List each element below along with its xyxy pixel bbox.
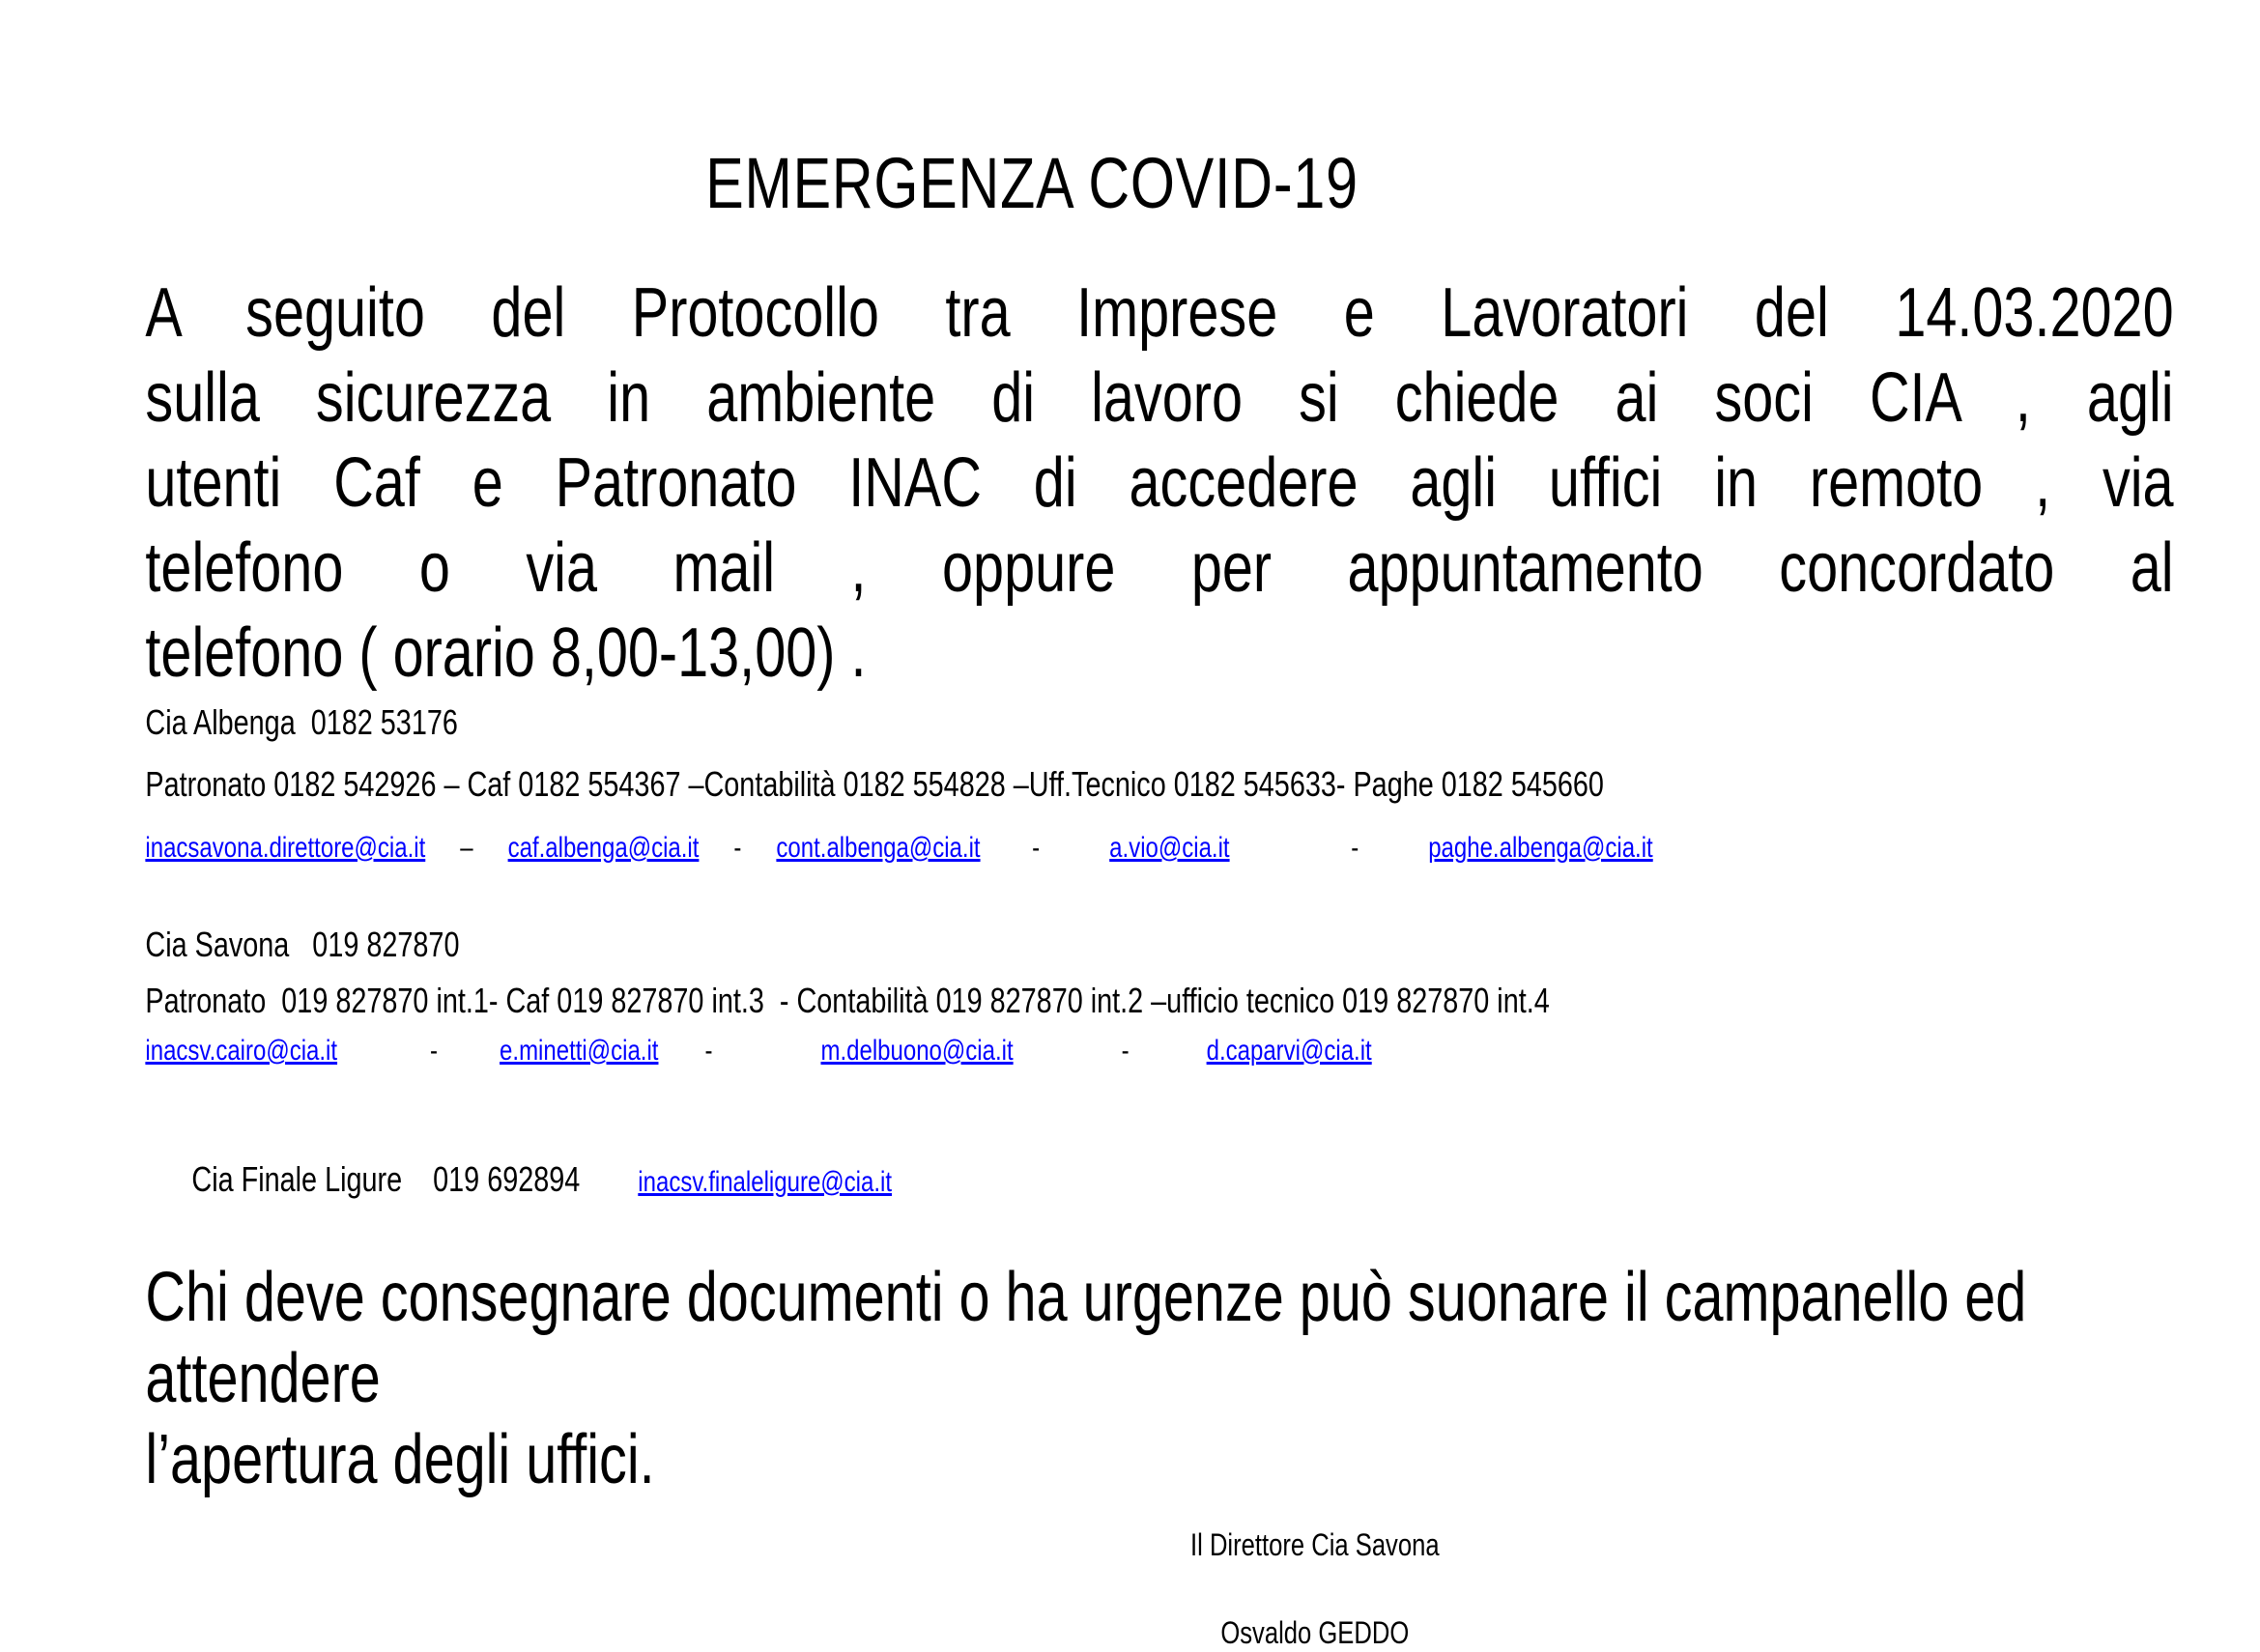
- email-link-a-vio[interactable]: a.vio@cia.it: [1109, 832, 1230, 864]
- office-albenga-name-phone: Cia Albenga 0182 53176: [145, 702, 458, 742]
- page-title: EMERGENZA COVID-19: [705, 143, 1359, 223]
- office-finale: [145, 1110, 2173, 1252]
- email-separator: -: [1351, 832, 1359, 864]
- office-savona: [145, 922, 2173, 1070]
- signature-block: [145, 1525, 2173, 1652]
- intro-line: sulla sicurezza in ambiente di lavoro si chiede ai soci CIA , agli: [145, 359, 2174, 437]
- office-albenga-email-row: [145, 829, 2173, 868]
- email-separator: -: [430, 1035, 439, 1067]
- intro-line: utenti Caf e Patronato INAC di accedere agli uffici in remoto , via: [145, 444, 2174, 522]
- office-finale-name-phone: Cia Finale Ligure 019 692894: [191, 1159, 581, 1199]
- email-link-inacsv-cairo[interactable]: inacsv.cairo@cia.it: [145, 1035, 338, 1067]
- email-link-m-delbuono[interactable]: m.delbuono@cia.it: [820, 1035, 1014, 1067]
- email-link-paghe-albenga[interactable]: paghe.albenga@cia.it: [1428, 832, 1653, 864]
- closing-paragraph: [145, 1257, 2173, 1500]
- office-savona-contacts: Patronato 019 827870 int.1- Caf 019 827870 int.3 - Contabilità 019 827870 int.2 –ufficio tecnico 019 827870 int.4: [145, 981, 1550, 1020]
- closing-line: l’apertura degli uffici.: [145, 1421, 655, 1498]
- office-albenga-contacts: Patronato 0182 542926 – Caf 0182 554367 –Contabilità 0182 554828 –Uff.Tecnico 0182 545633- Paghe 0182 545660: [145, 764, 1604, 804]
- email-link-e-minetti[interactable]: e.minetti@cia.it: [500, 1035, 659, 1067]
- email-link-caf-albenga[interactable]: caf.albenga@cia.it: [507, 832, 700, 864]
- intro-line: A seguito del Protocollo tra Imprese e Lavoratori del 14.03.2020: [145, 274, 2174, 352]
- email-separator: –: [460, 832, 473, 864]
- email-link-cont-albenga[interactable]: cont.albenga@cia.it: [776, 832, 981, 864]
- email-link-inacsavona-direttore[interactable]: inacsavona.direttore@cia.it: [145, 832, 426, 864]
- email-separator: -: [733, 832, 742, 864]
- email-link-inacsv-finaleligure[interactable]: inacsv.finaleligure@cia.it: [638, 1166, 892, 1198]
- email-separator: -: [1032, 832, 1041, 864]
- office-savona-email-row: [145, 1032, 2173, 1070]
- email-separator: -: [1121, 1035, 1130, 1067]
- office-savona-name-phone: Cia Savona 019 827870: [145, 925, 460, 964]
- intro-paragraph: [145, 271, 2173, 696]
- intro-line: telefono o via mail , oppure per appuntamento concordato al: [145, 529, 2174, 607]
- office-albenga: [145, 699, 2173, 868]
- signature-name: Osvaldo GEDDO: [1220, 1615, 1410, 1650]
- closing-line: Chi deve consegnare documenti o ha urgenze può suonare il campanello ed attendere: [145, 1259, 2027, 1417]
- email-link-d-caparvi[interactable]: d.caparvi@cia.it: [1206, 1035, 1372, 1067]
- email-separator: -: [704, 1035, 713, 1067]
- intro-line: telefono ( orario 8,00-13,00) .: [145, 614, 867, 692]
- signature-role: Il Direttore Cia Savona: [1190, 1527, 1440, 1562]
